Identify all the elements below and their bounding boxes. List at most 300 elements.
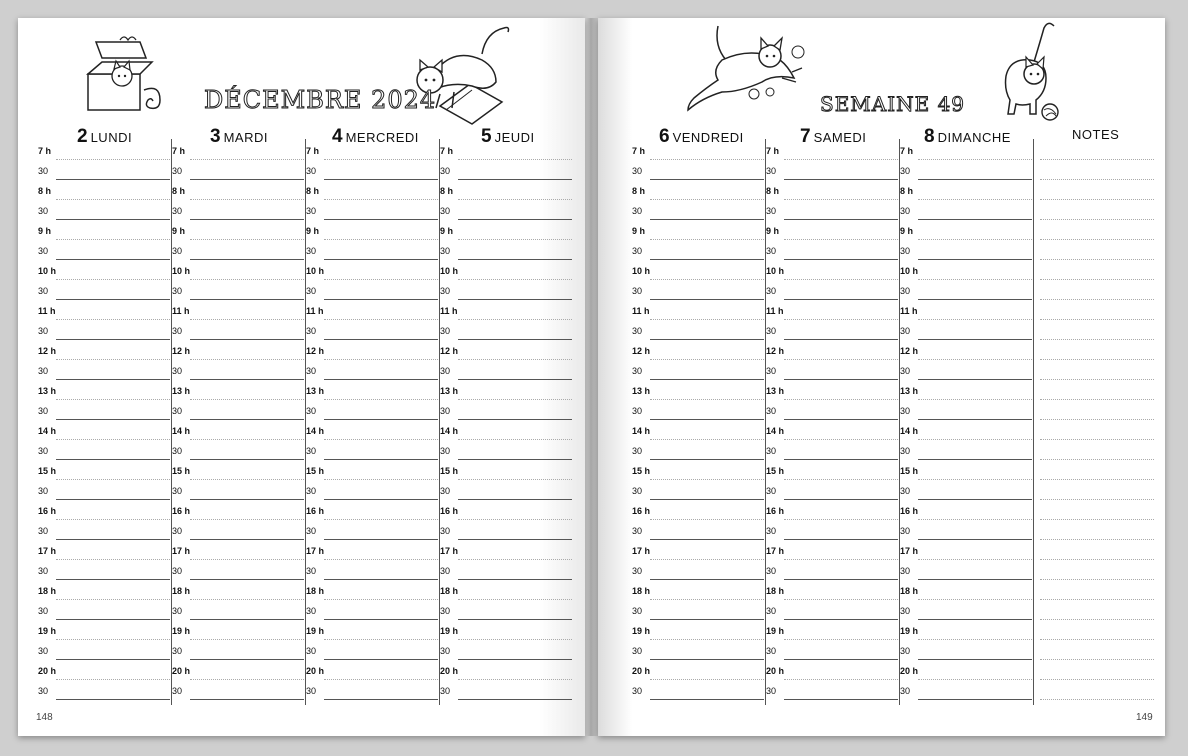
time-slot[interactable] xyxy=(440,559,572,580)
time-slot[interactable] xyxy=(306,559,438,580)
day-column-jeudi[interactable] xyxy=(438,139,572,705)
time-slot[interactable] xyxy=(172,339,304,360)
time-slot[interactable] xyxy=(38,479,170,500)
time-slot[interactable] xyxy=(900,179,1032,200)
note-line[interactable] xyxy=(1040,599,1154,620)
time-slot[interactable] xyxy=(440,179,572,200)
time-slot[interactable] xyxy=(38,439,170,460)
time-label: 13 h xyxy=(632,386,651,396)
time-label: 7 h xyxy=(306,146,320,156)
time-slot[interactable] xyxy=(172,599,304,620)
time-slot[interactable] xyxy=(38,139,170,160)
time-label: 30 xyxy=(900,486,911,496)
time-slot[interactable] xyxy=(172,639,304,660)
time-slot[interactable] xyxy=(38,259,170,280)
note-line[interactable] xyxy=(1040,539,1154,560)
time-slot[interactable] xyxy=(632,159,764,180)
time-label: 30 xyxy=(38,206,49,216)
time-slot[interactable] xyxy=(38,179,170,200)
time-slot[interactable] xyxy=(306,439,438,460)
time-slot[interactable] xyxy=(632,239,764,260)
time-slot[interactable] xyxy=(766,219,898,240)
time-slot[interactable] xyxy=(900,479,1032,500)
time-slot[interactable] xyxy=(306,419,438,440)
time-label: 30 xyxy=(38,326,49,336)
time-slot[interactable] xyxy=(440,139,572,160)
time-slot[interactable] xyxy=(632,499,764,520)
time-slot[interactable] xyxy=(632,339,764,360)
note-line[interactable] xyxy=(1040,419,1154,440)
time-label: 12 h xyxy=(38,346,57,356)
time-slot[interactable] xyxy=(632,219,764,240)
time-label: 16 h xyxy=(172,506,191,516)
time-slot[interactable] xyxy=(632,279,764,300)
time-slot[interactable] xyxy=(38,579,170,600)
note-line[interactable] xyxy=(1040,499,1154,520)
time-label: 9 h xyxy=(900,226,914,236)
time-slot[interactable] xyxy=(38,419,170,440)
time-slot[interactable] xyxy=(766,439,898,460)
time-slot[interactable] xyxy=(766,659,898,680)
time-slot[interactable] xyxy=(38,539,170,560)
time-slot[interactable] xyxy=(900,239,1032,260)
time-slot[interactable] xyxy=(172,579,304,600)
time-label: 15 h xyxy=(172,466,191,476)
time-label: 30 xyxy=(440,406,451,416)
time-slot[interactable] xyxy=(766,499,898,520)
time-slot[interactable] xyxy=(440,339,572,360)
time-slot[interactable] xyxy=(900,219,1032,240)
note-line[interactable] xyxy=(1040,619,1154,640)
time-slot[interactable] xyxy=(440,259,572,280)
time-label: 30 xyxy=(172,486,183,496)
time-slot[interactable] xyxy=(900,279,1032,300)
time-slot[interactable] xyxy=(172,199,304,220)
time-slot[interactable] xyxy=(632,179,764,200)
time-slot[interactable] xyxy=(632,199,764,220)
time-slot[interactable] xyxy=(306,179,438,200)
time-slot[interactable] xyxy=(766,299,898,320)
time-slot[interactable] xyxy=(38,339,170,360)
time-label: 17 h xyxy=(38,546,57,556)
time-label: 7 h xyxy=(440,146,454,156)
time-slot[interactable] xyxy=(440,439,572,460)
time-label: 30 xyxy=(172,406,183,416)
time-slot[interactable] xyxy=(766,179,898,200)
time-label: 8 h xyxy=(172,186,186,196)
time-slot[interactable] xyxy=(172,439,304,460)
time-slot[interactable] xyxy=(766,599,898,620)
note-line[interactable] xyxy=(1040,459,1154,480)
time-slot[interactable] xyxy=(306,139,438,160)
time-slot[interactable] xyxy=(440,319,572,340)
time-label: 30 xyxy=(172,646,183,656)
time-slot[interactable] xyxy=(632,659,764,680)
time-slot[interactable] xyxy=(38,679,170,700)
time-slot[interactable] xyxy=(440,519,572,540)
time-slot[interactable] xyxy=(38,319,170,340)
time-slot[interactable] xyxy=(440,679,572,700)
note-line[interactable] xyxy=(1040,379,1154,400)
time-slot[interactable] xyxy=(306,239,438,260)
time-slot[interactable] xyxy=(306,519,438,540)
time-slot[interactable] xyxy=(172,519,304,540)
time-label: 12 h xyxy=(440,346,459,356)
time-slot[interactable] xyxy=(900,679,1032,700)
time-slot[interactable] xyxy=(172,219,304,240)
time-label: 30 xyxy=(440,326,451,336)
time-slot[interactable] xyxy=(900,519,1032,540)
time-slot[interactable] xyxy=(172,259,304,280)
time-slot[interactable] xyxy=(900,499,1032,520)
time-slot[interactable] xyxy=(306,379,438,400)
time-slot[interactable] xyxy=(632,679,764,700)
time-slot[interactable] xyxy=(900,459,1032,480)
time-slot[interactable] xyxy=(766,539,898,560)
month-title: DÉCEMBRE 2024 xyxy=(204,86,437,114)
time-slot[interactable] xyxy=(38,659,170,680)
time-slot[interactable] xyxy=(766,139,898,160)
time-label: 30 xyxy=(766,406,777,416)
note-line[interactable] xyxy=(1040,479,1154,500)
time-label: 18 h xyxy=(440,586,459,596)
time-slot[interactable] xyxy=(172,539,304,560)
time-slot[interactable] xyxy=(632,519,764,540)
time-slot[interactable] xyxy=(632,539,764,560)
time-slot[interactable] xyxy=(440,219,572,240)
time-slot[interactable] xyxy=(38,279,170,300)
note-line[interactable] xyxy=(1040,159,1154,180)
time-slot[interactable] xyxy=(306,359,438,380)
time-slot[interactable] xyxy=(632,139,764,160)
time-label: 10 h xyxy=(172,266,191,276)
time-slot[interactable] xyxy=(440,199,572,220)
time-slot[interactable] xyxy=(172,499,304,520)
time-slot[interactable] xyxy=(440,399,572,420)
note-line[interactable] xyxy=(1040,199,1154,220)
time-label: 30 xyxy=(306,406,317,416)
time-slot[interactable] xyxy=(306,539,438,560)
time-slot[interactable] xyxy=(440,499,572,520)
time-label: 30 xyxy=(900,246,911,256)
time-label: 30 xyxy=(38,366,49,376)
time-slot[interactable] xyxy=(172,319,304,340)
time-label: 7 h xyxy=(172,146,186,156)
time-slot[interactable] xyxy=(900,539,1032,560)
notes-column[interactable] xyxy=(1040,139,1154,705)
time-slot[interactable] xyxy=(766,459,898,480)
time-slot[interactable] xyxy=(766,419,898,440)
time-label: 11 h xyxy=(38,306,56,316)
time-label: 20 h xyxy=(172,666,191,676)
time-slot[interactable] xyxy=(306,299,438,320)
time-slot[interactable] xyxy=(632,399,764,420)
time-slot[interactable] xyxy=(632,579,764,600)
time-label: 30 xyxy=(306,606,317,616)
time-label: 30 xyxy=(632,326,643,336)
time-slot[interactable] xyxy=(38,239,170,260)
time-slot[interactable] xyxy=(38,399,170,420)
time-slot[interactable] xyxy=(900,659,1032,680)
time-slot[interactable] xyxy=(632,319,764,340)
time-slot[interactable] xyxy=(900,579,1032,600)
time-slot[interactable] xyxy=(306,199,438,220)
note-line[interactable] xyxy=(1040,519,1154,540)
time-slot[interactable] xyxy=(900,259,1032,280)
time-slot[interactable] xyxy=(172,139,304,160)
time-slot[interactable] xyxy=(172,479,304,500)
time-slot[interactable] xyxy=(38,599,170,620)
time-slot[interactable] xyxy=(440,599,572,620)
time-label: 30 xyxy=(900,446,911,456)
time-slot[interactable] xyxy=(766,319,898,340)
time-slot[interactable] xyxy=(38,559,170,580)
time-slot[interactable] xyxy=(306,159,438,180)
time-slot[interactable] xyxy=(38,199,170,220)
time-slot[interactable] xyxy=(172,179,304,200)
time-slot[interactable] xyxy=(440,659,572,680)
time-label: 30 xyxy=(900,286,911,296)
time-slot[interactable] xyxy=(306,339,438,360)
time-label: 30 xyxy=(900,526,911,536)
time-slot[interactable] xyxy=(172,379,304,400)
note-line[interactable] xyxy=(1040,359,1154,380)
time-label: 30 xyxy=(632,606,643,616)
time-slot[interactable] xyxy=(632,359,764,380)
time-slot[interactable] xyxy=(38,499,170,520)
time-slot[interactable] xyxy=(440,479,572,500)
time-slot[interactable] xyxy=(306,659,438,680)
time-slot[interactable] xyxy=(306,479,438,500)
time-slot[interactable] xyxy=(306,459,438,480)
time-slot[interactable] xyxy=(900,619,1032,640)
time-label: 30 xyxy=(306,526,317,536)
time-label: 30 xyxy=(632,166,643,176)
time-slot[interactable] xyxy=(900,299,1032,320)
time-slot[interactable] xyxy=(172,299,304,320)
time-slot[interactable] xyxy=(172,159,304,180)
time-slot[interactable] xyxy=(766,279,898,300)
time-slot[interactable] xyxy=(900,379,1032,400)
time-slot[interactable] xyxy=(900,399,1032,420)
time-label: 30 xyxy=(440,166,451,176)
time-label: 20 h xyxy=(900,666,919,676)
time-label: 9 h xyxy=(440,226,454,236)
time-label: 30 xyxy=(900,566,911,576)
note-line[interactable] xyxy=(1040,339,1154,360)
time-slot[interactable] xyxy=(440,539,572,560)
time-slot[interactable] xyxy=(38,219,170,240)
time-slot[interactable] xyxy=(172,559,304,580)
time-slot[interactable] xyxy=(306,319,438,340)
time-slot[interactable] xyxy=(766,359,898,380)
time-slot[interactable] xyxy=(766,199,898,220)
time-slot[interactable] xyxy=(766,159,898,180)
time-label: 30 xyxy=(900,366,911,376)
time-label: 30 xyxy=(440,686,451,696)
time-slot[interactable] xyxy=(632,379,764,400)
note-line[interactable] xyxy=(1040,319,1154,340)
time-slot[interactable] xyxy=(172,679,304,700)
note-line[interactable] xyxy=(1040,399,1154,420)
time-slot[interactable] xyxy=(172,359,304,380)
time-slot[interactable] xyxy=(632,459,764,480)
time-slot[interactable] xyxy=(766,519,898,540)
time-slot[interactable] xyxy=(440,299,572,320)
time-slot[interactable] xyxy=(766,559,898,580)
day-name: SAMEDI xyxy=(813,130,867,145)
time-slot[interactable] xyxy=(440,619,572,640)
time-label: 30 xyxy=(172,526,183,536)
time-slot[interactable] xyxy=(172,399,304,420)
time-label: 13 h xyxy=(900,386,919,396)
time-slot[interactable] xyxy=(440,459,572,480)
time-slot[interactable] xyxy=(632,599,764,620)
time-slot[interactable] xyxy=(306,619,438,640)
note-line[interactable] xyxy=(1040,279,1154,300)
time-slot[interactable] xyxy=(440,639,572,660)
time-slot[interactable] xyxy=(38,459,170,480)
time-slot[interactable] xyxy=(440,279,572,300)
time-slot[interactable] xyxy=(632,439,764,460)
time-slot[interactable] xyxy=(306,639,438,660)
time-label: 19 h xyxy=(440,626,459,636)
note-line[interactable] xyxy=(1040,439,1154,460)
time-slot[interactable] xyxy=(306,499,438,520)
time-label: 30 xyxy=(440,366,451,376)
time-slot[interactable] xyxy=(632,559,764,580)
note-line[interactable] xyxy=(1040,679,1154,700)
note-line[interactable] xyxy=(1040,179,1154,200)
time-slot[interactable] xyxy=(38,639,170,660)
time-slot[interactable] xyxy=(766,399,898,420)
day-column-mardi[interactable] xyxy=(170,139,304,705)
time-label: 11 h xyxy=(900,306,918,316)
time-label: 18 h xyxy=(306,586,325,596)
time-slot[interactable] xyxy=(440,159,572,180)
time-label: 30 xyxy=(766,646,777,656)
time-slot[interactable] xyxy=(900,139,1032,160)
time-slot[interactable] xyxy=(38,379,170,400)
time-slot[interactable] xyxy=(440,419,572,440)
time-slot[interactable] xyxy=(632,299,764,320)
time-slot[interactable] xyxy=(440,359,572,380)
time-slot[interactable] xyxy=(900,599,1032,620)
time-slot[interactable] xyxy=(172,279,304,300)
time-slot[interactable] xyxy=(900,339,1032,360)
time-label: 30 xyxy=(440,446,451,456)
time-slot[interactable] xyxy=(440,579,572,600)
day-name: MERCREDI xyxy=(345,130,419,145)
time-slot[interactable] xyxy=(38,359,170,380)
time-slot[interactable] xyxy=(632,619,764,640)
time-slot[interactable] xyxy=(766,479,898,500)
time-slot[interactable] xyxy=(306,259,438,280)
note-line[interactable] xyxy=(1040,559,1154,580)
time-slot[interactable] xyxy=(900,439,1032,460)
time-slot[interactable] xyxy=(900,199,1032,220)
note-line[interactable] xyxy=(1040,579,1154,600)
time-slot[interactable] xyxy=(306,279,438,300)
time-label: 13 h xyxy=(172,386,191,396)
note-line[interactable] xyxy=(1040,219,1154,240)
time-label: 11 h xyxy=(440,306,458,316)
time-slot[interactable] xyxy=(766,379,898,400)
time-label: 16 h xyxy=(38,506,57,516)
time-slot[interactable] xyxy=(900,319,1032,340)
time-slot[interactable] xyxy=(900,159,1032,180)
day-column-vendredi[interactable] xyxy=(630,139,764,705)
time-label: 14 h xyxy=(632,426,651,436)
note-line[interactable] xyxy=(1040,659,1154,680)
time-label: 10 h xyxy=(766,266,785,276)
time-label: 18 h xyxy=(172,586,191,596)
day-number: 8 xyxy=(924,126,935,147)
time-slot[interactable] xyxy=(900,639,1032,660)
note-line[interactable] xyxy=(1040,139,1154,160)
time-label: 30 xyxy=(38,646,49,656)
time-slot[interactable] xyxy=(632,419,764,440)
time-slot[interactable] xyxy=(172,239,304,260)
note-line[interactable] xyxy=(1040,639,1154,660)
time-label: 12 h xyxy=(172,346,191,356)
time-label: 30 xyxy=(632,486,643,496)
time-slot[interactable] xyxy=(38,299,170,320)
time-slot[interactable] xyxy=(38,159,170,180)
time-slot[interactable] xyxy=(172,659,304,680)
time-slot[interactable] xyxy=(38,619,170,640)
time-slot[interactable] xyxy=(766,679,898,700)
note-line[interactable] xyxy=(1040,299,1154,320)
time-slot[interactable] xyxy=(172,419,304,440)
left-page xyxy=(18,18,585,736)
time-slot[interactable] xyxy=(900,559,1032,580)
time-slot[interactable] xyxy=(766,239,898,260)
time-slot[interactable] xyxy=(766,639,898,660)
day-column-dimanche[interactable] xyxy=(898,139,1032,705)
time-slot[interactable] xyxy=(632,259,764,280)
note-line[interactable] xyxy=(1040,259,1154,280)
time-slot[interactable] xyxy=(766,579,898,600)
time-slot[interactable] xyxy=(766,619,898,640)
time-label: 18 h xyxy=(766,586,785,596)
time-slot[interactable] xyxy=(172,619,304,640)
time-slot[interactable] xyxy=(900,359,1032,380)
time-slot[interactable] xyxy=(306,219,438,240)
time-slot[interactable] xyxy=(440,379,572,400)
time-slot[interactable] xyxy=(766,259,898,280)
time-slot[interactable] xyxy=(900,419,1032,440)
day-column-mercredi[interactable] xyxy=(304,139,438,705)
time-slot[interactable] xyxy=(306,399,438,420)
time-slot[interactable] xyxy=(632,479,764,500)
time-label: 8 h xyxy=(306,186,320,196)
note-line[interactable] xyxy=(1040,239,1154,260)
time-slot[interactable] xyxy=(632,639,764,660)
time-slot[interactable] xyxy=(306,599,438,620)
day-number: 3 xyxy=(210,126,221,147)
time-slot[interactable] xyxy=(440,239,572,260)
day-number: 5 xyxy=(481,126,492,147)
time-slot[interactable] xyxy=(306,579,438,600)
time-slot[interactable] xyxy=(306,679,438,700)
day-column-samedi[interactable] xyxy=(764,139,898,705)
time-label: 30 xyxy=(38,526,49,536)
time-slot[interactable] xyxy=(38,519,170,540)
day-column-lundi[interactable] xyxy=(36,139,170,705)
time-slot[interactable] xyxy=(766,339,898,360)
time-slot[interactable] xyxy=(172,459,304,480)
